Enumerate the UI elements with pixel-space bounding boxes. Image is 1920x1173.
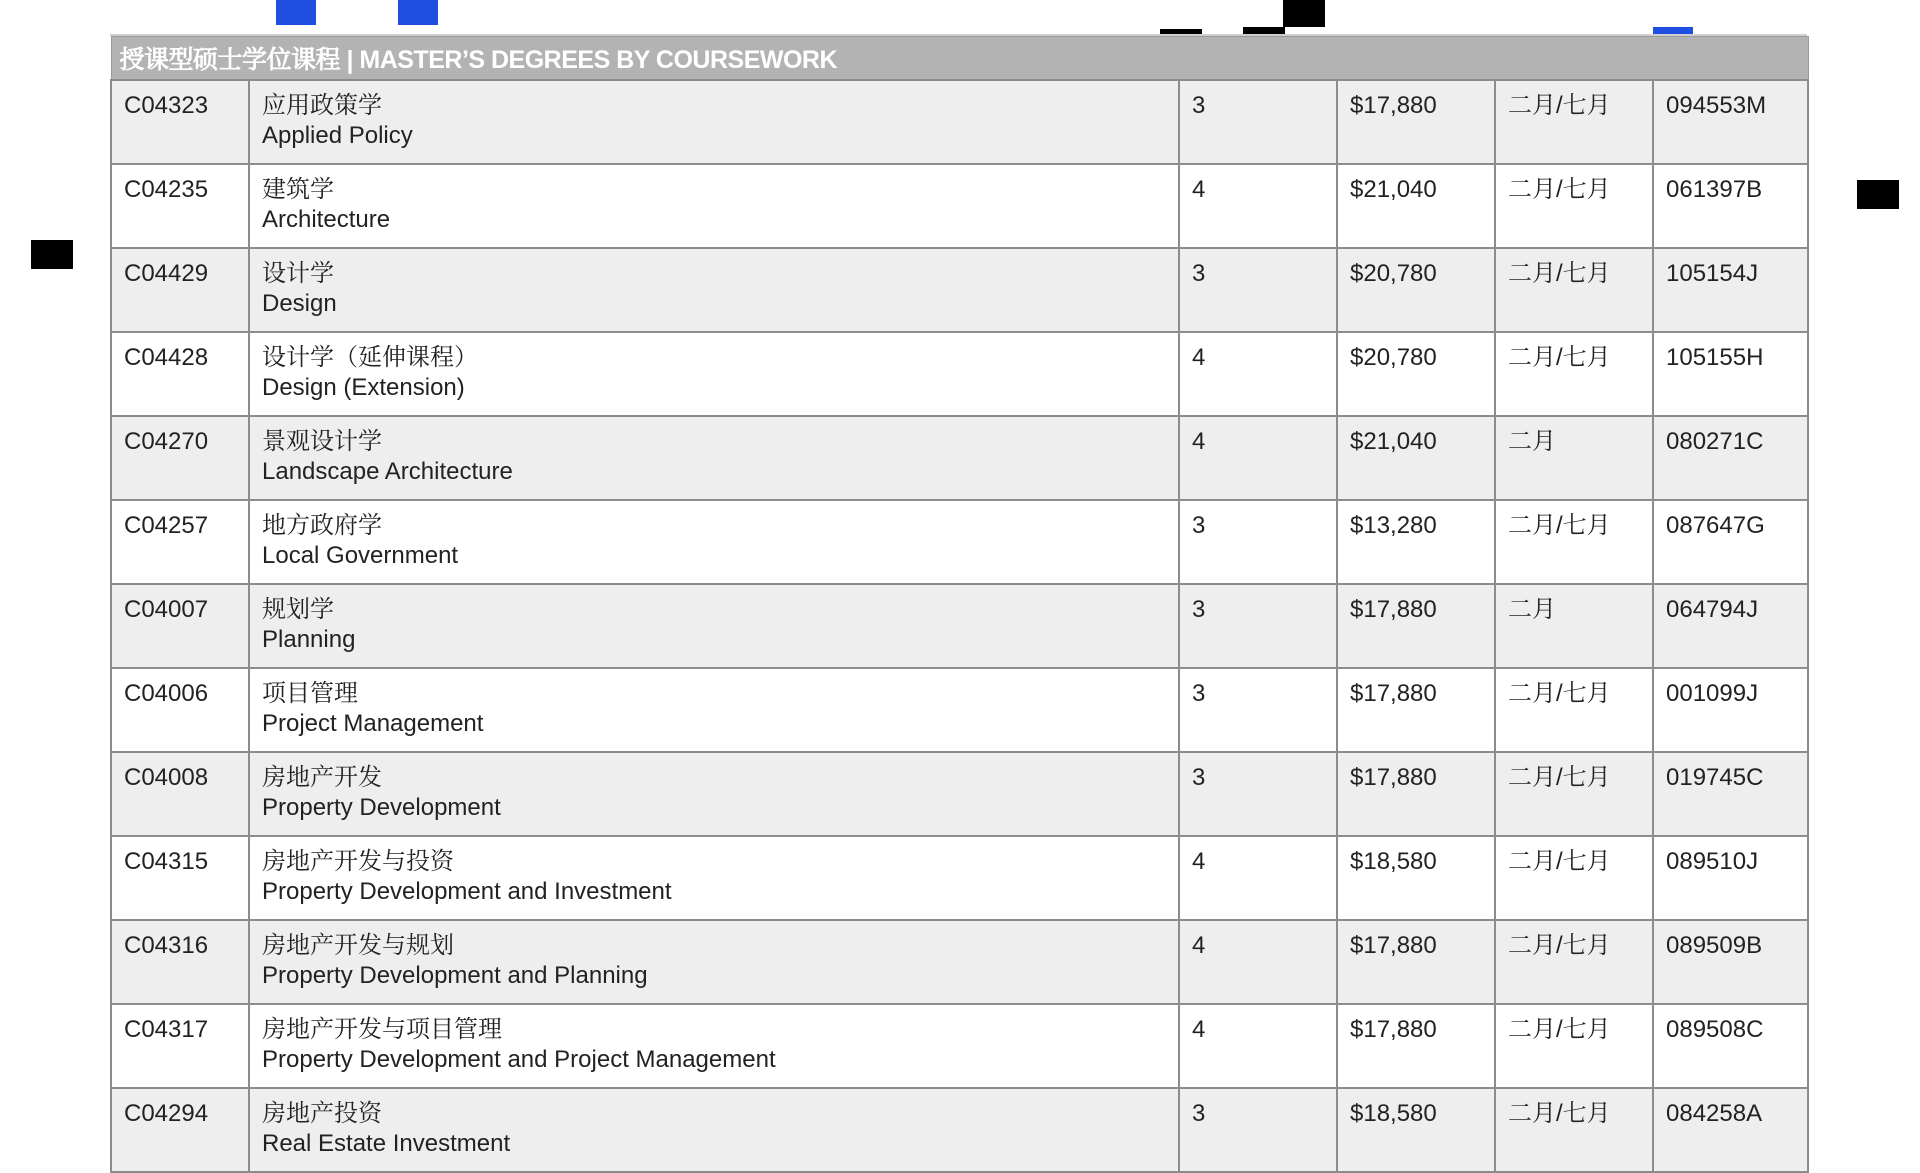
course-code-cell: C04270 xyxy=(111,416,249,500)
duration-cell: 4 xyxy=(1179,332,1337,416)
course-code-cell: C04006 xyxy=(111,668,249,752)
course-name-en: Applied Policy xyxy=(262,122,413,149)
course-name-cell xyxy=(249,836,1179,920)
intake-cell: 二月/七月 xyxy=(1495,332,1653,416)
course-name-cell xyxy=(249,584,1179,668)
fee-cell: $18,580 xyxy=(1337,1088,1495,1172)
duration-cell: 3 xyxy=(1179,668,1337,752)
course-code-cell: C04316 xyxy=(111,920,249,1004)
course-name-cell xyxy=(249,332,1179,416)
intake-cell: 二月/七月 xyxy=(1495,920,1653,1004)
table-row xyxy=(111,668,1808,752)
cricos-code-cell: 087647G xyxy=(1653,500,1808,584)
course-code-cell: C04429 xyxy=(111,248,249,332)
black-marker xyxy=(1857,180,1899,209)
table-row xyxy=(111,164,1808,248)
course-table-container xyxy=(110,36,1807,1173)
table-row xyxy=(111,500,1808,584)
course-name-en: Local Government xyxy=(262,542,459,569)
duration-cell: 4 xyxy=(1179,920,1337,1004)
cricos-code-cell: 084258A xyxy=(1653,1088,1808,1172)
duration-cell: 4 xyxy=(1179,164,1337,248)
course-name-en: Property Development and Planning xyxy=(262,962,648,989)
course-name-cell xyxy=(249,920,1179,1004)
table-row xyxy=(111,752,1808,836)
cricos-code-cell: 089509B xyxy=(1653,920,1808,1004)
black-marker xyxy=(1243,27,1285,34)
course-name-en: Real Estate Investment xyxy=(262,1130,511,1157)
intake-cell: 二月 xyxy=(1495,584,1653,668)
cricos-code-cell: 064794J xyxy=(1653,584,1808,668)
course-name-cell xyxy=(249,416,1179,500)
section-header-row xyxy=(111,37,1808,81)
fee-cell: $17,880 xyxy=(1337,752,1495,836)
cricos-code-cell: 105155H xyxy=(1653,332,1808,416)
course-name-zh: 项目管理 xyxy=(262,680,358,707)
course-name-zh: 景观设计学 xyxy=(262,428,382,455)
duration-cell: 4 xyxy=(1179,416,1337,500)
fee-cell: $17,880 xyxy=(1337,1004,1495,1088)
fee-cell: $21,040 xyxy=(1337,164,1495,248)
fee-cell: $13,280 xyxy=(1337,500,1495,584)
course-name-zh: 应用政策学 xyxy=(262,92,382,119)
course-code-cell: C04315 xyxy=(111,836,249,920)
cricos-code-cell: 080271C xyxy=(1653,416,1808,500)
intake-cell: 二月/七月 xyxy=(1495,668,1653,752)
course-name-zh: 房地产投资 xyxy=(262,1100,382,1127)
duration-cell: 3 xyxy=(1179,584,1337,668)
intake-cell: 二月/七月 xyxy=(1495,836,1653,920)
course-name-cell xyxy=(249,1004,1179,1088)
course-name-zh: 规划学 xyxy=(262,596,334,623)
course-name-en: Design (Extension) xyxy=(262,374,465,401)
course-code-cell: C04428 xyxy=(111,332,249,416)
table-row xyxy=(111,416,1808,500)
intake-cell: 二月/七月 xyxy=(1495,164,1653,248)
duration-cell: 4 xyxy=(1179,1004,1337,1088)
course-name-zh: 设计学 xyxy=(262,260,334,287)
duration-cell: 3 xyxy=(1179,752,1337,836)
cricos-code-cell: 089510J xyxy=(1653,836,1808,920)
table-row xyxy=(111,584,1808,668)
fee-cell: $18,580 xyxy=(1337,836,1495,920)
course-name-zh: 房地产开发与项目管理 xyxy=(262,1016,502,1043)
table-body xyxy=(111,80,1808,1172)
course-name-en: Property Development and Investment xyxy=(262,878,672,905)
course-name-cell xyxy=(249,248,1179,332)
course-name-zh: 房地产开发 xyxy=(262,764,382,791)
intake-cell: 二月/七月 xyxy=(1495,80,1653,164)
course-code-cell: C04323 xyxy=(111,80,249,164)
fee-cell: $17,880 xyxy=(1337,80,1495,164)
course-code-cell: C04294 xyxy=(111,1088,249,1172)
blue-marker xyxy=(276,0,316,25)
duration-cell: 4 xyxy=(1179,836,1337,920)
table-row xyxy=(111,1004,1808,1088)
course-name-en: Project Management xyxy=(262,710,484,737)
course-name-en: Design xyxy=(262,290,337,317)
course-code-cell: C04007 xyxy=(111,584,249,668)
course-code-cell: C04317 xyxy=(111,1004,249,1088)
fee-cell: $20,780 xyxy=(1337,248,1495,332)
table-row xyxy=(111,332,1808,416)
course-name-en: Landscape Architecture xyxy=(262,458,513,485)
intake-cell: 二月/七月 xyxy=(1495,1004,1653,1088)
fee-cell: $17,880 xyxy=(1337,584,1495,668)
course-name-cell xyxy=(249,164,1179,248)
course-name-zh: 房地产开发与投资 xyxy=(262,848,454,875)
intake-cell: 二月/七月 xyxy=(1495,248,1653,332)
cricos-code-cell: 001099J xyxy=(1653,668,1808,752)
table-row xyxy=(111,920,1808,1004)
duration-cell: 3 xyxy=(1179,1088,1337,1172)
table-row xyxy=(111,836,1808,920)
cricos-code-cell: 019745C xyxy=(1653,752,1808,836)
blue-marker xyxy=(1653,27,1693,34)
cricos-code-cell: 105154J xyxy=(1653,248,1808,332)
course-code-cell: C04235 xyxy=(111,164,249,248)
table-row xyxy=(111,80,1808,164)
course-name-en: Property Development and Project Management xyxy=(262,1046,776,1073)
blue-marker xyxy=(398,0,438,25)
duration-cell: 3 xyxy=(1179,248,1337,332)
fee-cell: $17,880 xyxy=(1337,920,1495,1004)
section-title: 授课型硕士学位课程 | MASTER’S DEGREES BY COURSEWORK xyxy=(111,37,1808,81)
fee-cell: $17,880 xyxy=(1337,668,1495,752)
course-name-cell xyxy=(249,752,1179,836)
black-marker xyxy=(1283,0,1325,27)
course-name-zh: 房地产开发与规划 xyxy=(262,932,454,959)
course-name-zh: 地方政府学 xyxy=(262,512,382,539)
course-name-cell xyxy=(249,668,1179,752)
course-table xyxy=(110,36,1809,1173)
course-name-en: Planning xyxy=(262,626,356,653)
course-code-cell: C04008 xyxy=(111,752,249,836)
course-name-cell xyxy=(249,500,1179,584)
intake-cell: 二月/七月 xyxy=(1495,1088,1653,1172)
fee-cell: $21,040 xyxy=(1337,416,1495,500)
cricos-code-cell: 061397B xyxy=(1653,164,1808,248)
duration-cell: 3 xyxy=(1179,80,1337,164)
duration-cell: 3 xyxy=(1179,500,1337,584)
course-name-zh: 设计学（延伸课程） xyxy=(262,344,478,371)
course-name-cell xyxy=(249,80,1179,164)
course-name-en: Property Development xyxy=(262,794,501,821)
course-name-en: Architecture xyxy=(262,206,391,233)
fee-cell: $20,780 xyxy=(1337,332,1495,416)
table-row xyxy=(111,1088,1808,1172)
course-name-cell xyxy=(249,1088,1179,1172)
cricos-code-cell: 089508C xyxy=(1653,1004,1808,1088)
intake-cell: 二月 xyxy=(1495,416,1653,500)
table-row xyxy=(111,248,1808,332)
intake-cell: 二月/七月 xyxy=(1495,500,1653,584)
cricos-code-cell: 094553M xyxy=(1653,80,1808,164)
course-name-zh: 建筑学 xyxy=(262,176,334,203)
intake-cell: 二月/七月 xyxy=(1495,752,1653,836)
black-marker xyxy=(31,240,73,269)
course-code-cell: C04257 xyxy=(111,500,249,584)
